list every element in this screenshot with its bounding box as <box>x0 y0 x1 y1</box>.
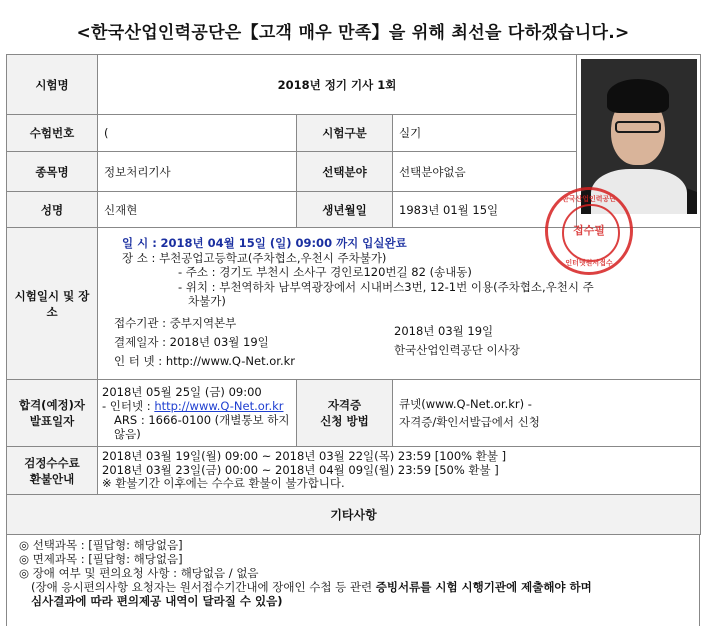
page-header: <한국산업인력공단은【고객 매우 만족】을 위해 최선을 다하겠습니다.> <box>76 23 630 43</box>
refund-line-3: ※ 환불기간 이후에는 수수료 환불이 불가합니다. <box>102 476 345 491</box>
person-name-label: 성명 <box>7 192 98 228</box>
net-label: 인 터 넷 : <box>114 353 163 368</box>
internet-prefix: - 인터넷 : <box>102 399 151 413</box>
result-label-2: 발표일자 <box>29 414 75 428</box>
exam-number-label: 수험번호 <box>7 115 98 152</box>
exam-category-label: 시험구분 <box>297 115 393 152</box>
exam-category: 실기 <box>393 115 577 152</box>
exam-name-label: 시험명 <box>7 55 98 115</box>
cert-label-1: 자격증 <box>327 398 362 412</box>
stamp-ring-bottom: 인터넷원서접수 <box>565 259 613 267</box>
exam-datetime: 2018년 04월 15일 (일) 09:00 까지 입실완료 <box>160 236 407 251</box>
field-label: 선택분야 <box>297 152 393 192</box>
net-url: http://www.Q-Net.or.kr <box>165 353 295 368</box>
exam-info-table <box>6 54 701 535</box>
stamp-center: 접수필 <box>573 224 605 237</box>
date-prefix: 일 시 : <box>122 236 157 251</box>
etc-item-4-text: (장애 응시편의사항 요청자는 원서접수기간내에 장애인 수첩 등 관련 <box>31 580 376 594</box>
ars-info: ARS : 1666-0100 (개별통보 하지 않음) <box>114 413 290 441</box>
issuer: 한국산업인력공단 이사장 <box>394 342 520 357</box>
etc-item-5: 심사결과에 따라 편의제공 내역이 달라질 수 있음) <box>31 594 283 608</box>
received-stamp <box>545 187 633 275</box>
exam-type: 정보처리기사 <box>98 152 297 192</box>
refund-label-2: 환불안내 <box>29 471 75 486</box>
exam-number: ( <box>98 115 297 152</box>
exam-type-label: 종목명 <box>7 152 98 192</box>
result-label-1: 합격(예정)자 <box>18 398 86 412</box>
cert-cell <box>393 380 701 447</box>
refund-line-2: 2018년 03월 23일(금) 00:00 ~ 2018년 04월 09일(월) 23:59 [50% 환불 ] <box>102 462 499 477</box>
refund-label-1: 검정수수료 <box>24 455 80 470</box>
etc-item-2: ◎ 면제과목 : [필답형: 해당없음] <box>19 552 183 566</box>
etc-title: 기타사항 <box>7 495 701 535</box>
qnet-link[interactable]: http://www.Q-Net.or.kr <box>154 399 284 413</box>
result-cell <box>98 380 297 447</box>
exam-location-2: 차불가) <box>188 294 226 309</box>
exam-name: 2018년 정기 기사 1회 <box>98 55 577 115</box>
etc-notes <box>6 534 700 626</box>
office-value: 중부지역본부 <box>169 315 237 330</box>
exam-address: - 주소 : 경기도 부천시 소사구 경인로120번길 82 (송내동) <box>178 265 472 280</box>
etc-item-1: ◎ 선택과목 : [필답형: 해당없음] <box>19 538 183 552</box>
refund-cell <box>98 447 701 495</box>
cert-label-2: 신청 방법 <box>320 414 369 428</box>
place-prefix: 장 소 : <box>122 250 156 265</box>
etc-item-4-bold: 증빙서류를 시험 시행기관에 제출해야 하며 <box>375 580 592 594</box>
field-value: 선택분야없음 <box>393 152 577 192</box>
schedule-label: 시험일시 및 장소 <box>7 228 98 380</box>
refund-label <box>7 447 98 495</box>
result-date: 2018년 05월 25일 (금) 09:00 <box>102 385 262 399</box>
person-name: 신재현 <box>98 192 297 228</box>
pay-label: 결제일자 : <box>114 334 166 349</box>
stamp-ring-top: 한국산업인력공단 <box>561 195 617 203</box>
refund-line-1: 2018년 03월 19일(월) 09:00 ~ 2018년 03월 22일(목) 23:59 [100% 환불 ] <box>102 449 507 464</box>
etc-item-3: ◎ 장애 여부 및 편의요청 사항 : 해당없음 / 없음 <box>19 566 259 580</box>
cert-line-1: 큐넷(www.Q-Net.or.kr) - <box>399 397 532 411</box>
birth-date: 1983년 01월 15일 <box>393 192 577 228</box>
pay-date: 2018년 03월 19일 <box>169 334 269 349</box>
exam-place: 부천공업고등학교(주차협소,우천시 주차불가) <box>159 250 387 265</box>
cert-label <box>297 380 393 447</box>
exam-location-1: - 위치 : 부천역하차 남부역광장에서 시내버스3번, 12-1번 이용(주차협소,우천시 주 <box>178 279 594 294</box>
office-label: 접수기관 : <box>114 315 166 330</box>
issue-date: 2018년 03월 19일 <box>394 323 494 338</box>
result-label <box>7 380 98 447</box>
etc-item-4 <box>19 580 687 594</box>
cert-line-2: 자격증/확인서발급에서 신청 <box>399 415 540 429</box>
birth-label: 생년월일 <box>297 192 393 228</box>
